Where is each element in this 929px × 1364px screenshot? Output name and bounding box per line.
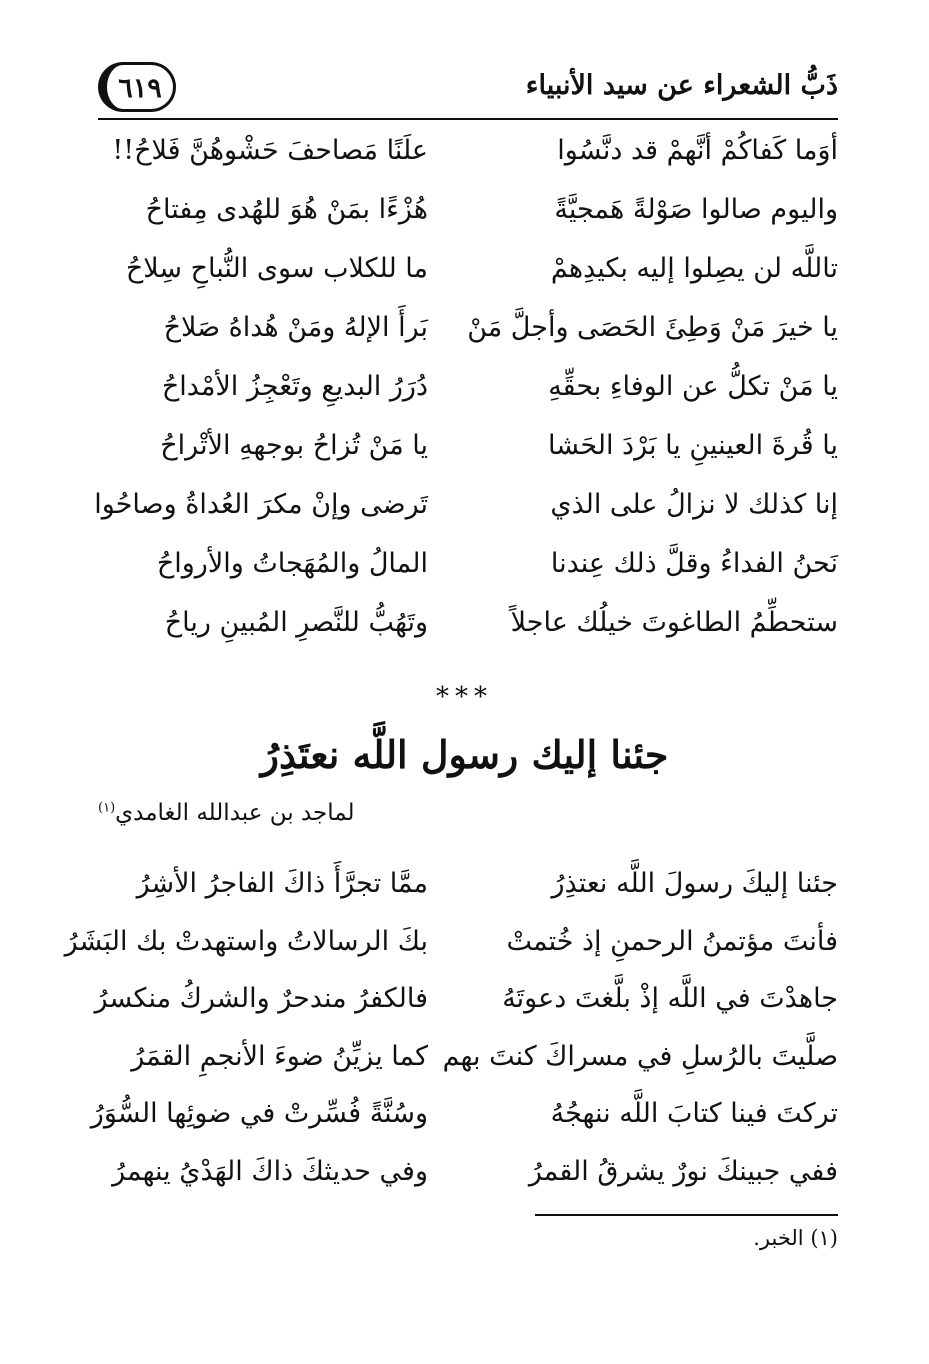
verse-first-hemistich: صلَّيتَ بالرُسلِ في مسراكَ كنتَ بهم xyxy=(442,1040,838,1072)
footnote-marker: (١) xyxy=(98,800,116,816)
verse-first-hemistich: ففي جبينكَ نورٌ يشرقُ القمرُ xyxy=(528,1155,838,1187)
verse-second-hemistich: كما يزيِّنُ ضوءَ الأنجمِ القمَرُ xyxy=(131,1040,428,1072)
header-rule xyxy=(98,118,838,120)
verse xyxy=(98,304,838,363)
verse-second-hemistich: تَرضى وإنْ مكرَ العُداةُ وصاحُوا xyxy=(94,489,428,520)
verse-first-hemistich: جاهدْتَ في اللَّه إذْ بلَّغتَ دعوتَهُ xyxy=(502,983,838,1014)
verse-second-hemistich: دُرَرُ البديعِ وتَعْجِزُ الأمْداحُ xyxy=(161,371,428,402)
poem-1 xyxy=(94,127,838,658)
verse-first-hemistich: جئنا إليكَ رسولَ اللَّه نعتذِرُ xyxy=(551,868,838,899)
verse xyxy=(98,1148,838,1206)
verse-second-hemistich: هُزْءًا بمَنْ هُوَ للهُدى مِفتاحُ xyxy=(145,194,428,225)
verse xyxy=(98,186,838,245)
footnote-rule xyxy=(535,1214,838,1216)
verse-second-hemistich: بكَ الرسالاتُ واستهدتْ بك البَشَرُ xyxy=(64,925,428,957)
section-separator: *** xyxy=(436,682,493,712)
attribution-text: لماجد بن عبدالله الغامدي xyxy=(115,800,355,826)
verse-second-hemistich: علَنًا مَصاحفَ حَشْوهُنَّ فَلاحُ!! xyxy=(112,135,428,166)
verse-second-hemistich: وتَهُبُّ للنَّصرِ المُبينِ رياحُ xyxy=(164,607,428,638)
verse-first-hemistich: واليوم صالوا صَوْلةً هَمجيَّةً xyxy=(554,194,838,225)
verse xyxy=(90,1090,838,1148)
verse-first-hemistich: يا مَنْ تكلُّ عن الوفاءِ بحقِّهِ xyxy=(548,371,838,402)
verse-second-hemistich: وفي حديثكَ ذاكَ الهَدْيُ ينهمرُ xyxy=(112,1155,428,1187)
verse xyxy=(94,975,838,1033)
verse xyxy=(98,422,838,481)
verse-second-hemistich: بَرأَ الإلهُ ومَنْ هُداهُ صَلاحُ xyxy=(163,312,428,343)
verse-first-hemistich: فأنتَ مؤتمنُ الرحمنِ إذ خُتمتْ xyxy=(506,925,838,957)
verse xyxy=(98,127,838,186)
verse xyxy=(98,540,838,599)
verse-first-hemistich: إنا كذلك لا نزالُ على الذي xyxy=(550,489,838,520)
verse-second-hemistich: ممَّا تجرَّأَ ذاكَ الفاجرُ الأشِرُ xyxy=(136,868,428,899)
verse xyxy=(98,1033,838,1091)
verse-second-hemistich: يا مَنْ تُزاحُ بوجههِ الأتْراحُ xyxy=(160,430,428,461)
verse-first-hemistich: تاللَّه لن يصِلوا إليه بكيدِهمْ xyxy=(550,253,838,284)
page-number: ٦١٩ xyxy=(98,62,176,112)
verse xyxy=(94,481,838,540)
verse xyxy=(64,918,838,976)
verse-second-hemistich: المالُ والمُهَجاتُ والأرواحُ xyxy=(156,548,428,579)
verse-first-hemistich: يا قُرةَ العينينِ يا بَرْدَ الحَشا xyxy=(548,430,838,461)
verse-second-hemistich: فالكفرُ مندحرٌ والشركُ منكسرُ xyxy=(94,983,428,1014)
running-title: ذَبُّ الشعراء عن سيد الأنبياء xyxy=(525,70,838,101)
footnote: (١) الخبر. xyxy=(753,1226,838,1250)
verse-first-hemistich: نَحنُ الفداءُ وقلَّ ذلك عِندنا xyxy=(550,548,838,579)
page-header xyxy=(98,60,838,120)
verse xyxy=(98,363,838,422)
verse-first-hemistich: تركتَ فينا كتابَ اللَّه ننهجُهُ xyxy=(550,1098,838,1129)
verse-second-hemistich: وسُنَّةً فُسِّرتْ في ضوئِها السُّوَرُ xyxy=(90,1098,428,1129)
verse xyxy=(98,599,838,658)
poem-2 xyxy=(64,860,838,1205)
verse xyxy=(98,860,838,918)
section-title: جئنا إليك رسول اللَّه نعتَذِرُ xyxy=(260,732,669,777)
verse-first-hemistich: أوَما كَفاكُمْ أنَّهمْ قد دنَّسُوا xyxy=(557,135,838,166)
verse-first-hemistich: يا خيرَ مَنْ وَطِئَ الحَصَى وأجلَّ مَنْ xyxy=(467,312,838,343)
verse-first-hemistich: ستحطِّمُ الطاغوتَ خيلُك عاجلاً xyxy=(510,607,838,638)
poem-attribution xyxy=(98,800,838,826)
verse-second-hemistich: ما للكلاب سوى النُّباحِ سِلاحُ xyxy=(125,253,428,284)
verse xyxy=(98,245,838,304)
